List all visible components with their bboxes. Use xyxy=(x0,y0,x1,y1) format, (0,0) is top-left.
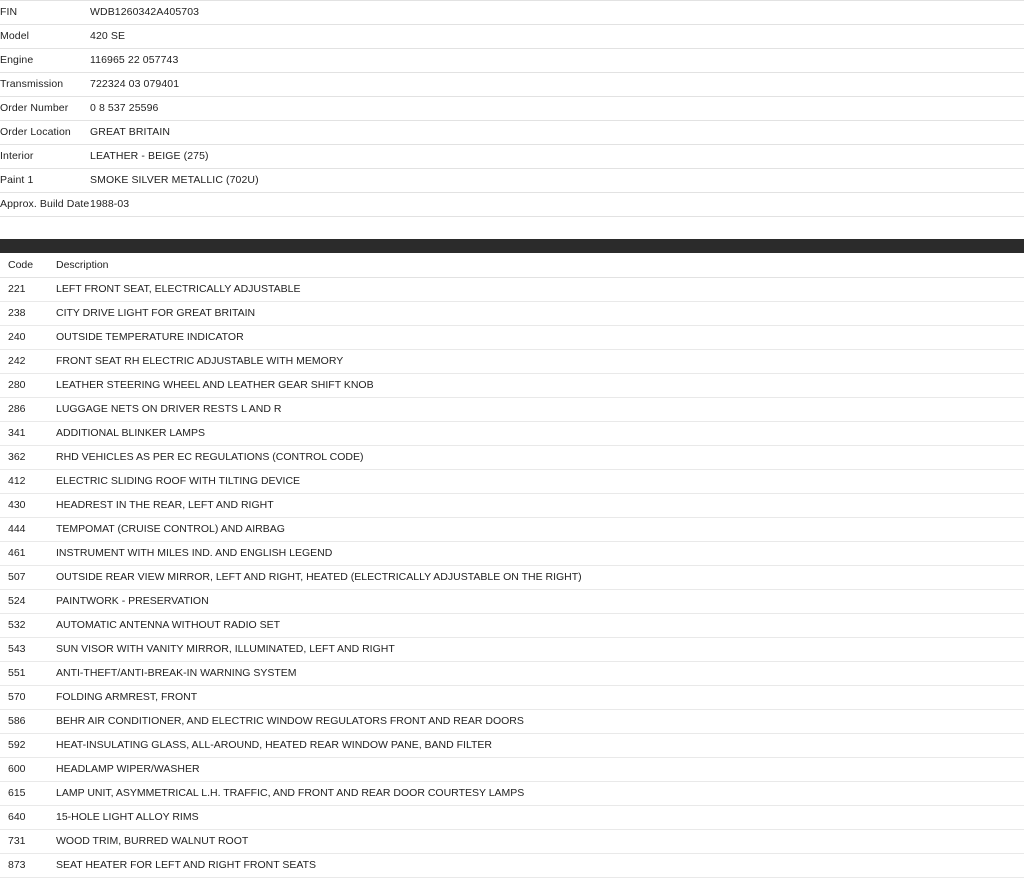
column-header-code: Code xyxy=(0,253,48,278)
table-row xyxy=(0,422,1024,446)
option-code: 238 xyxy=(8,307,26,319)
table-row xyxy=(0,710,1024,734)
option-description: ANTI-THEFT/ANTI-BREAK-IN WARNING SYSTEM xyxy=(56,667,297,679)
info-value: GREAT BRITAIN xyxy=(90,126,171,138)
option-description: LAMP UNIT, ASYMMETRICAL L.H. TRAFFIC, AND FRONT AND REAR DOOR COURTESY LAMPS xyxy=(56,787,525,799)
table-row xyxy=(0,470,1024,494)
table-row xyxy=(0,662,1024,686)
table-row xyxy=(0,374,1024,398)
option-description: FRONT SEAT RH ELECTRIC ADJUSTABLE WITH MEMORY xyxy=(56,355,344,367)
table-row xyxy=(0,446,1024,470)
option-description: SUN VISOR WITH VANITY MIRROR, ILLUMINATED, LEFT AND RIGHT xyxy=(56,643,395,655)
table-row xyxy=(0,73,1024,97)
option-description: BEHR AIR CONDITIONER, AND ELECTRIC WINDOW REGULATORS FRONT AND REAR DOORS xyxy=(56,715,524,727)
table-header-row xyxy=(0,253,1024,278)
table-row xyxy=(0,758,1024,782)
table-row xyxy=(0,830,1024,854)
info-label: Transmission xyxy=(0,78,64,90)
table-row xyxy=(0,326,1024,350)
info-label: Engine xyxy=(0,54,34,66)
table-row xyxy=(0,121,1024,145)
option-code: 341 xyxy=(8,427,26,439)
vehicle-info-table xyxy=(0,0,1024,217)
option-description: SEAT HEATER FOR LEFT AND RIGHT FRONT SEATS xyxy=(56,859,317,871)
option-code: 221 xyxy=(8,283,26,295)
table-row xyxy=(0,782,1024,806)
option-code: 507 xyxy=(8,571,26,583)
table-row xyxy=(0,145,1024,169)
table-row xyxy=(0,638,1024,662)
option-description: AUTOMATIC ANTENNA WITHOUT RADIO SET xyxy=(56,619,281,631)
info-label: Model xyxy=(0,30,30,42)
option-description: RHD VEHICLES AS PER EC REGULATIONS (CONTROL CODE) xyxy=(56,451,364,463)
option-description: HEADREST IN THE REAR, LEFT AND RIGHT xyxy=(56,499,274,511)
option-description: OUTSIDE TEMPERATURE INDICATOR xyxy=(56,331,244,343)
info-label: FIN xyxy=(0,6,18,18)
option-description: PAINTWORK - PRESERVATION xyxy=(56,595,209,607)
option-description: LEATHER STEERING WHEEL AND LEATHER GEAR SHIFT KNOB xyxy=(56,379,374,391)
table-row xyxy=(0,518,1024,542)
option-code: 873 xyxy=(8,859,26,871)
table-row xyxy=(0,566,1024,590)
table-row xyxy=(0,25,1024,49)
option-description: TEMPOMAT (CRUISE CONTROL) AND AIRBAG xyxy=(56,523,285,535)
info-value: 722324 03 079401 xyxy=(90,78,180,90)
table-row xyxy=(0,854,1024,878)
option-code: 532 xyxy=(8,619,26,631)
table-row xyxy=(0,806,1024,830)
option-code: 543 xyxy=(8,643,26,655)
option-code: 524 xyxy=(8,595,26,607)
table-row xyxy=(0,398,1024,422)
section-separator-bar xyxy=(0,239,1024,253)
option-code: 280 xyxy=(8,379,26,391)
option-description: LUGGAGE NETS ON DRIVER RESTS L AND R xyxy=(56,403,282,415)
option-description: 15-HOLE LIGHT ALLOY RIMS xyxy=(56,811,199,823)
option-description: FOLDING ARMREST, FRONT xyxy=(56,691,198,703)
table-row xyxy=(0,590,1024,614)
option-code: 362 xyxy=(8,451,26,463)
option-description: WOOD TRIM, BURRED WALNUT ROOT xyxy=(56,835,249,847)
option-description: HEADLAMP WIPER/WASHER xyxy=(56,763,200,775)
table-row xyxy=(0,169,1024,193)
table-row xyxy=(0,494,1024,518)
option-code: 551 xyxy=(8,667,26,679)
table-row xyxy=(0,542,1024,566)
table-row xyxy=(0,49,1024,73)
info-value: 1988-03 xyxy=(90,198,130,210)
table-row xyxy=(0,734,1024,758)
info-value: WDB1260342A405703 xyxy=(90,6,200,18)
info-label: Order Number xyxy=(0,102,69,114)
info-value: 116965 22 057743 xyxy=(90,54,179,66)
option-code: 412 xyxy=(8,475,26,487)
table-row xyxy=(0,302,1024,326)
table-row xyxy=(0,350,1024,374)
info-value: SMOKE SILVER METALLIC (702U) xyxy=(90,174,259,186)
option-description: LEFT FRONT SEAT, ELECTRICALLY ADJUSTABLE xyxy=(56,283,301,295)
info-value: 420 SE xyxy=(90,30,126,42)
info-label: Approx. Build Date xyxy=(0,198,90,210)
option-code: 592 xyxy=(8,739,26,751)
info-label: Paint 1 xyxy=(0,174,34,186)
option-description: ELECTRIC SLIDING ROOF WITH TILTING DEVICE xyxy=(56,475,301,487)
option-code: 286 xyxy=(8,403,26,415)
info-label: Order Location xyxy=(0,126,71,138)
table-row xyxy=(0,193,1024,217)
option-code: 586 xyxy=(8,715,26,727)
option-code: 570 xyxy=(8,691,26,703)
option-code: 600 xyxy=(8,763,26,775)
option-code: 240 xyxy=(8,331,26,343)
option-code: 615 xyxy=(8,787,26,799)
table-row xyxy=(0,97,1024,121)
option-description: ADDITIONAL BLINKER LAMPS xyxy=(56,427,205,439)
info-label: Interior xyxy=(0,150,34,162)
table-row xyxy=(0,1,1024,25)
option-description: HEAT-INSULATING GLASS, ALL-AROUND, HEATED REAR WINDOW PANE, BAND FILTER xyxy=(56,739,493,751)
info-value: LEATHER - BEIGE (275) xyxy=(90,150,209,162)
option-code: 444 xyxy=(8,523,26,535)
option-codes-header xyxy=(0,253,1024,278)
option-codes-body xyxy=(0,278,1024,878)
option-codes-table xyxy=(0,253,1024,878)
info-value: 0 8 537 25596 xyxy=(90,102,159,114)
option-description: OUTSIDE REAR VIEW MIRROR, LEFT AND RIGHT, HEATED (ELECTRICALLY ADJUSTABLE ON THE RIGHT) xyxy=(56,571,582,583)
option-code: 430 xyxy=(8,499,26,511)
table-row xyxy=(0,686,1024,710)
option-code: 640 xyxy=(8,811,26,823)
table-row xyxy=(0,278,1024,302)
option-description: CITY DRIVE LIGHT FOR GREAT BRITAIN xyxy=(56,307,256,319)
option-code: 242 xyxy=(8,355,26,367)
column-header-description: Description xyxy=(48,253,1024,278)
table-row xyxy=(0,614,1024,638)
option-description: INSTRUMENT WITH MILES IND. AND ENGLISH LEGEND xyxy=(56,547,333,559)
vehicle-info-body xyxy=(0,1,1024,217)
option-code: 731 xyxy=(8,835,26,847)
option-code: 461 xyxy=(8,547,26,559)
